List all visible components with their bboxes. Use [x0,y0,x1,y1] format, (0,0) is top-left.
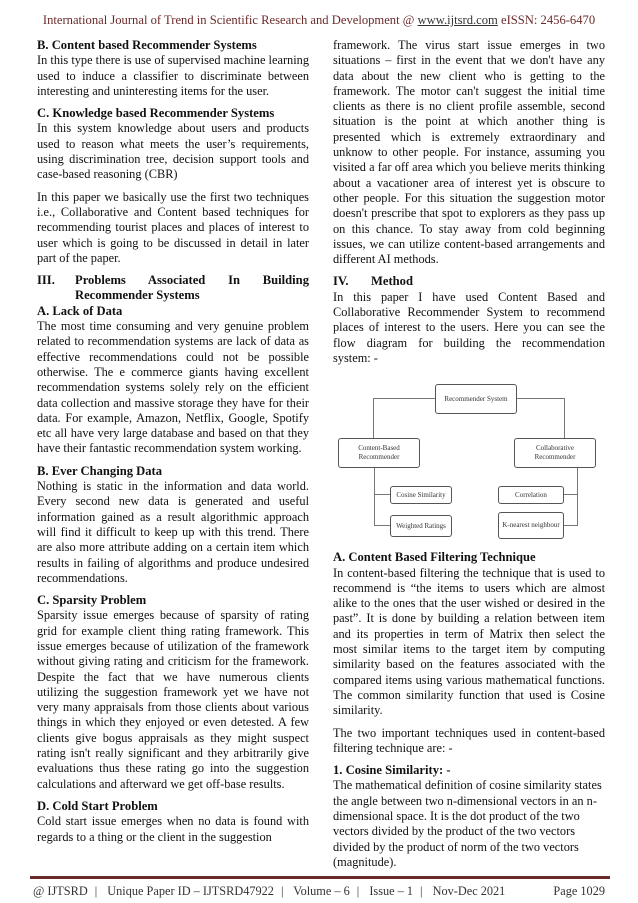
node-collaborative: Collaborative Recommender [514,438,596,468]
section-heading: A. Content Based Filtering Technique [333,550,536,565]
paragraph: Sparsity issue emerges because of sparsity of rating grid for example client thing rating framework. This issue emerges because of utilization of the framework without giving rating and criticism for the framework. Despite the fact that we have numerous clients utilizing the suggestion framework yet we have not very many appraisals from those clients about various things in which they enjoyed or even detested. A few clients give bogus appraisals as they might suspect rating isn't really significant and they arbitrarily give evaluations thus these rating go into the suggestion calculations and afterward we get off-base results. [37,608,309,791]
section-heading: C. Knowledge based Recommender Systems [37,106,275,121]
node-content-based: Content-Based Recommender [338,438,420,468]
paragraph: The two important techniques used in content-based filtering technique are: - [333,725,605,755]
journal-url-link[interactable]: www.ijtsrd.com [417,13,498,27]
footer-issue: Issue – 1 [369,884,414,898]
footer: @ IJTSRD | Unique Paper ID – IJTSRD47922 | Volume – 6 | Issue – 1 | Nov-Dec 2021 Page 1029 [33,884,605,898]
section-heading: B. Content based Recommender Systems [37,38,257,52]
section-heading-4 [333,274,605,289]
paragraph: In this system knowledge about users and products used to reason what meets the user’s requirements, using discrimination tree, decision support tools and case-based reasoning (CBR) [37,121,309,182]
right-column [333,38,605,877]
node-weighted-ratings: Weighted Ratings [390,515,452,537]
paragraph: In this paper we basically use the first two techniques i.e., Collaborative and Content based techniques for recommending tourist places and places of interest to user which is going to be discussed in detail in later part of the paper. [37,189,309,265]
paragraph: framework. The virus start issue emerges in two situations – first in the event that we don't have any data about the new client who is getting to the framework. The motor can't suggest the initial time clients as there is no client profile assemble, second situation is the point at which another thing is presented which is extremely extraordinary and unknow to other people. For instance, assuming you visited a far off area which you believe merits thinking about a vacationer area of interest yet is obscure to other people. For this situation the suggestion motor doesn't prescribe that spot to explorers as they pass up on this chance. To stay away from cold beginning issues, we can utilize content-based arrangements and different AI methods. [333,38,605,267]
section-number: IV. [333,274,349,289]
node-recommender-system: Recommender System [435,384,517,414]
paragraph: Nothing is static in the information and data world. Every second new data is generated and useful information gained as a result algorithmic approach will find it difficult to keep up with this trend. There are also more attribute adding on a certain item which results in failing of algorithms and produce undesired recommendations. [37,479,309,585]
flow-diagram [333,372,605,544]
paragraph: The most time consuming and very genuine problem related to recommendation systems are lack of data as effective recommendations could not be possible otherwise. The e commerce giants having excellent recommendation systems solely rely on the efficient data collection and massive storage they have for their data. For example, Amazon, Netflix, Google, Spotify etc all have very large database and based on that they have their fantastic recommendation system working. [37,319,309,456]
journal-name: International Journal of Trend in Scientific Research and Development @ [42,13,415,27]
footer-date: Nov-Dec 2021 [432,884,506,898]
footer-rule [30,876,610,879]
section-title: Problems Associated In Building Recommender Systems [75,273,309,303]
node-cosine-similarity: Cosine Similarity [390,486,452,504]
node-correlation: Correlation [498,486,564,504]
section-heading: D. Cold Start Problem [37,798,158,813]
section-title: Method [371,274,413,289]
section-heading: C. Sparsity Problem [37,593,147,608]
paragraph: In content-based filtering the technique that is used to recommend is “the items to users which are almost alike to the ones that the user wished or desired in the past”. It is done by building a relation between item and its properties in term of Matrix then select the most similar items to the target item by computing similarity based on the features associated with the compared items using various mathematical functions. The common similarity function that used is Cosine similarity. [333,565,605,718]
section-heading: B. Ever Changing Data [37,463,163,478]
node-knn: K-nearest neighbour [498,512,564,539]
section-heading: 1. Cosine Similarity: - [333,763,451,778]
footer-volume: Volume – 6 [293,884,350,898]
footer-paper-id: Unique Paper ID – IJTSRD47922 [107,884,274,898]
running-header [0,13,638,28]
paragraph: In this type there is use of supervised machine learning used to induce a classifier to discriminate between interesting and uninteresting items for the user. [37,53,309,98]
footer-page-number: Page 1029 [553,884,605,898]
footer-org: @ IJTSRD [33,884,88,898]
section-heading-3 [37,273,309,304]
paragraph: In this paper I have used Content Based and Collaborative Recommender System to recommend places of interest to the users. Here you can see the flow diagram for building the recommendation system: - [333,289,605,365]
issn: eISSN: 2456-6470 [501,13,596,27]
section-heading: A. Lack of Data [37,303,123,318]
paragraph: The mathematical definition of cosine similarity states the angle between two n-dimensional vectors in an n-dimensional space. It is the dot product of the two vectors divided by the product of the two vectors divided by the product of norm of the two vectors (magnitude). [333,778,602,869]
paragraph: Cold start issue emerges when no data is found with regards to a thing or the client in the suggestion [37,814,309,844]
left-column [37,38,309,852]
section-number: III. [37,273,55,288]
